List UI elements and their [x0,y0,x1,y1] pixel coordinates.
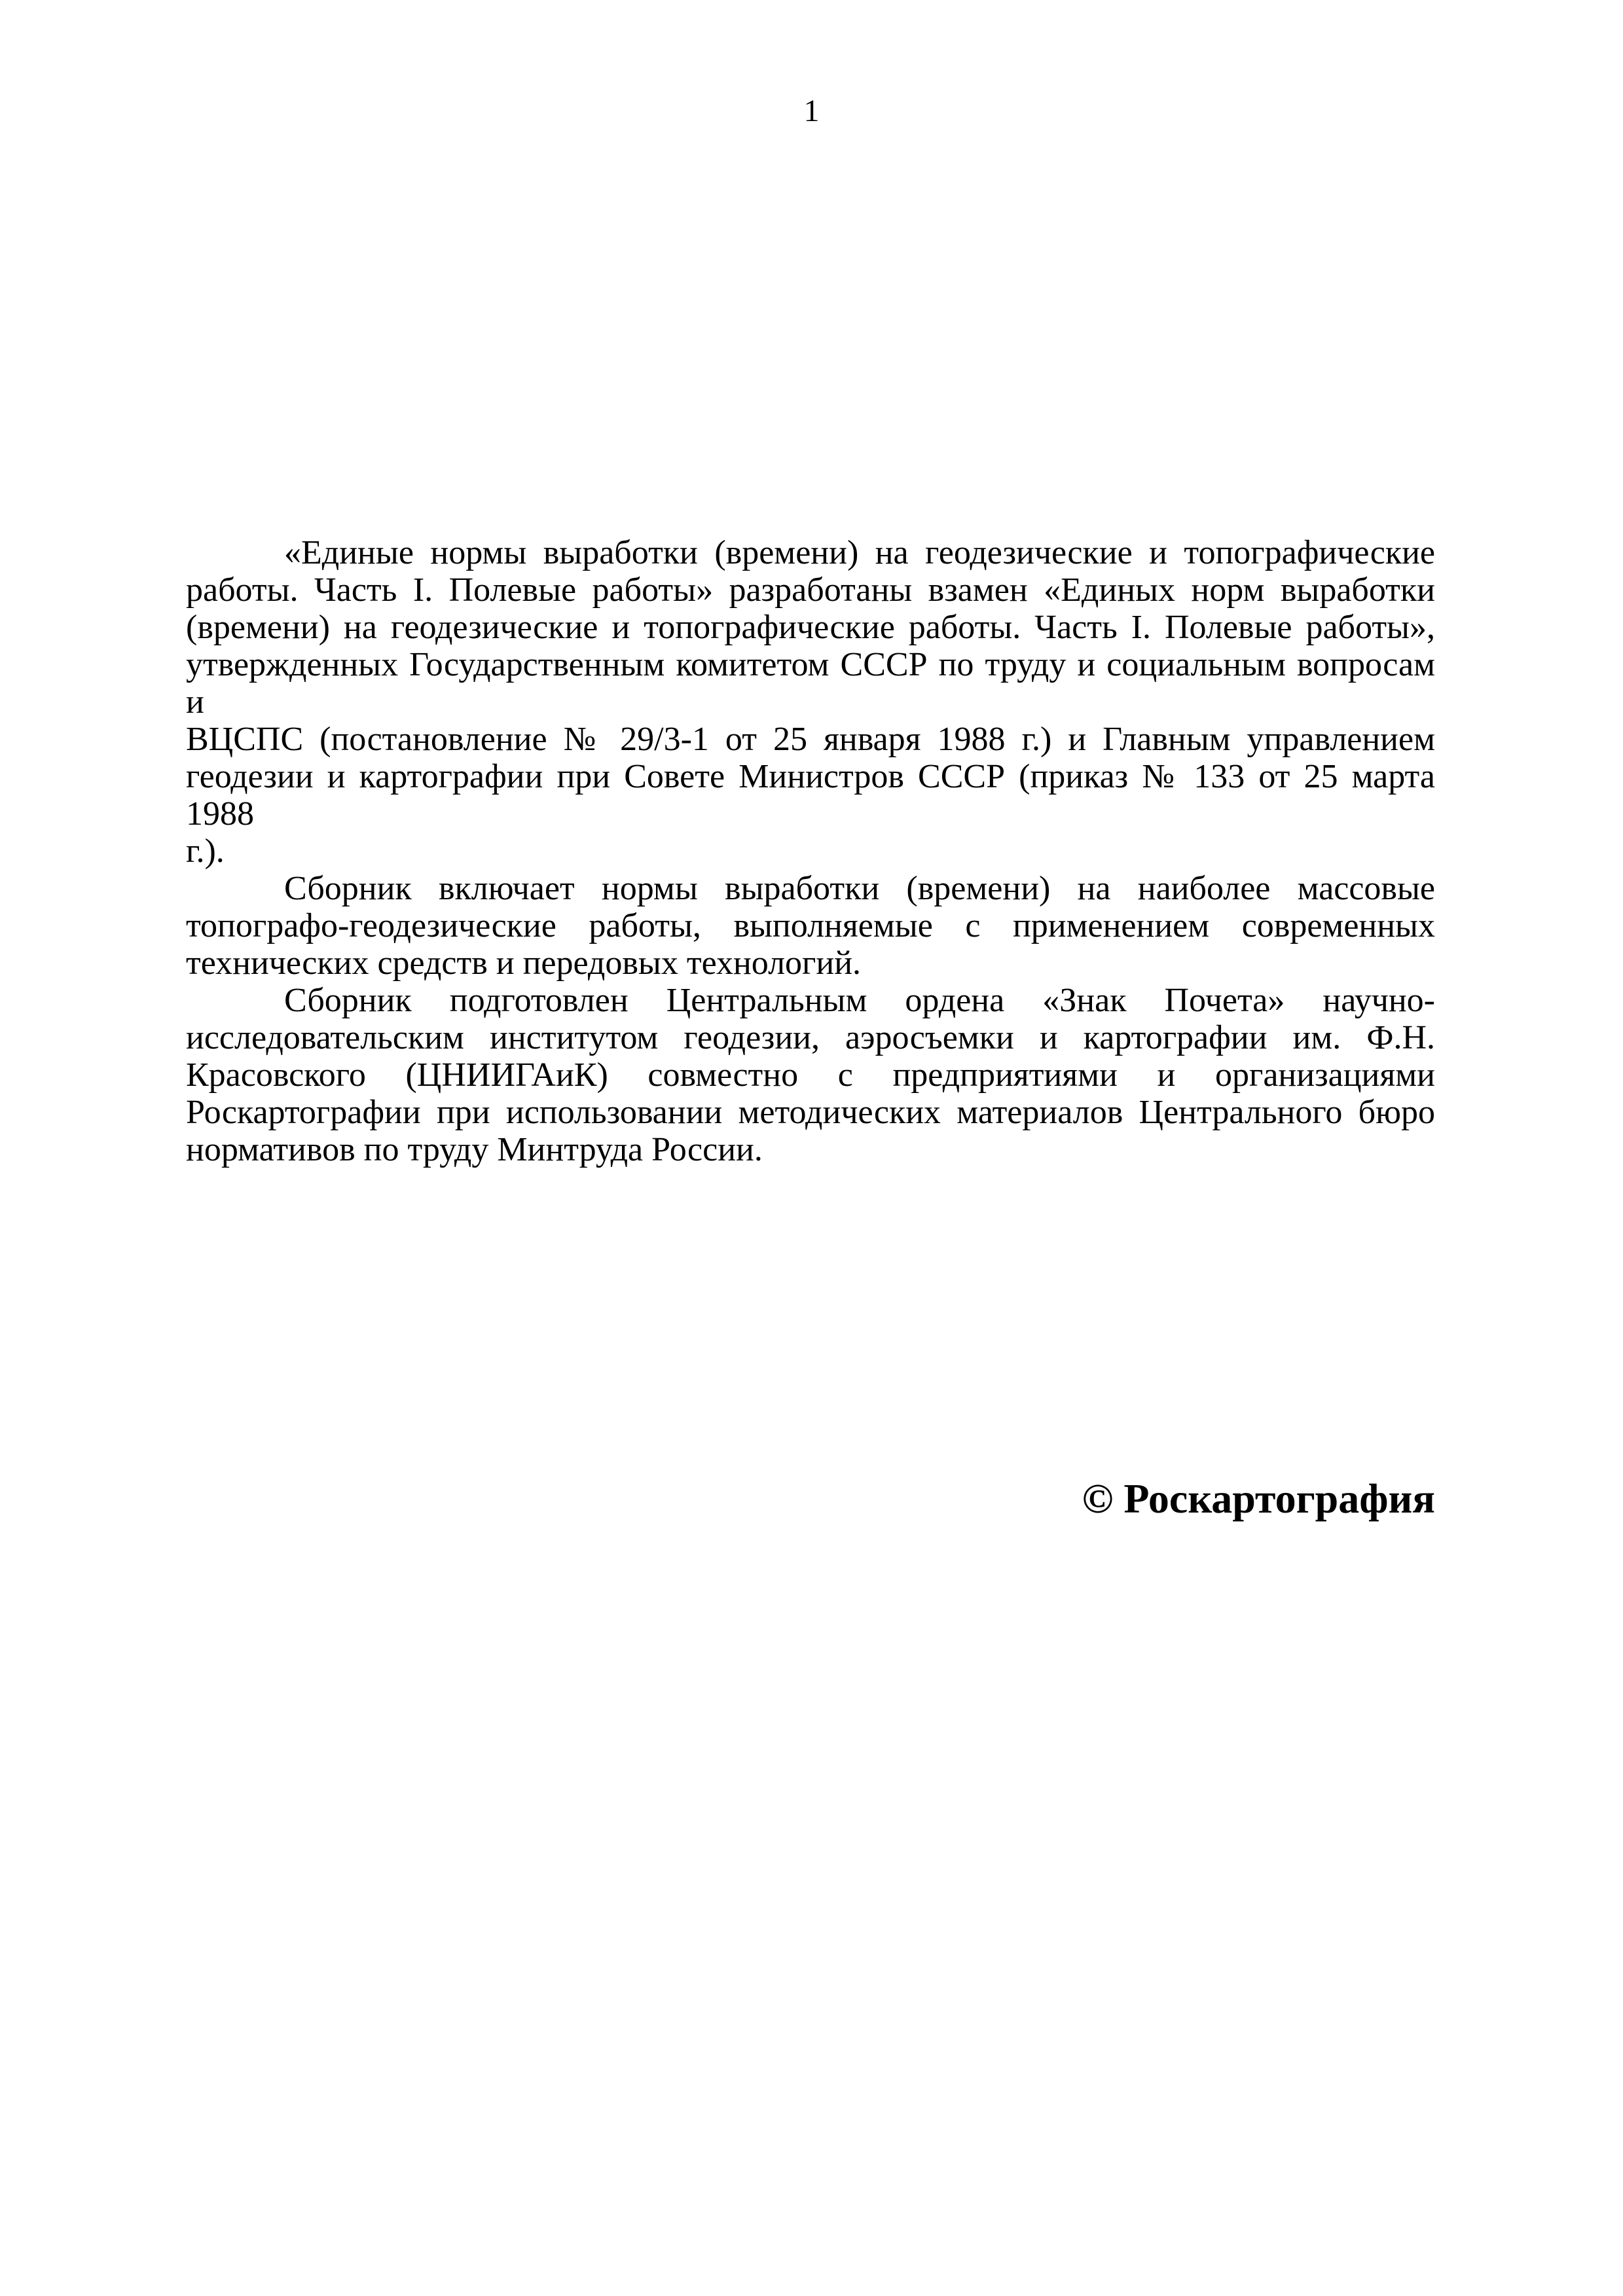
text-line: «Единые нормы выработки (времени) на геодезические и топографические [284,534,1435,571]
paragraph-1 [186,534,1435,870]
paragraph-2 [186,870,1435,982]
text-line: утвержденных Государственным комитетом СССР по труду и социальным вопросам и [186,646,1435,721]
text-line: Роскартографии при использовании методических материалов Центрального бюро [186,1094,1435,1131]
text-line: исследовательским институтом геодезии, аэросъемки и картографии им. Ф.Н. [186,1019,1435,1056]
copyright-notice: © Роскартография [1082,1475,1435,1522]
text-line: г.). [186,833,225,870]
text-line: Сборник включает нормы выработки (времени) на наиболее массовые [284,870,1435,907]
page-number: 1 [803,94,820,128]
text-line: топографо-геодезические работы, выполняемые с применением современных [186,907,1435,944]
text-line: технических средств и передовых технологий. [186,944,862,982]
text-line: Сборник подготовлен Центральным ордена «Знак Почета» научно- [284,982,1435,1019]
paragraph-3 [186,982,1435,1168]
text-line: ВЦСПС (постановление № 29/3-1 от 25 января 1988 г.) и Главным управлением [186,721,1435,758]
text-line: геодезии и картографии при Совете Министров СССР (приказ № 133 от 25 марта 1988 [186,758,1435,833]
text-line: (времени) на геодезические и топографические работы. Часть I. Полевые работы», [186,609,1435,646]
text-line: работы. Часть I. Полевые работы» разработаны взамен «Единых норм выработки [186,571,1435,609]
text-line: нормативов по труду Минтруда России. [186,1131,763,1168]
text-line: Красовского (ЦНИИГАиК) совместно с предприятиями и организациями [186,1056,1435,1094]
body-text [186,534,1435,1168]
